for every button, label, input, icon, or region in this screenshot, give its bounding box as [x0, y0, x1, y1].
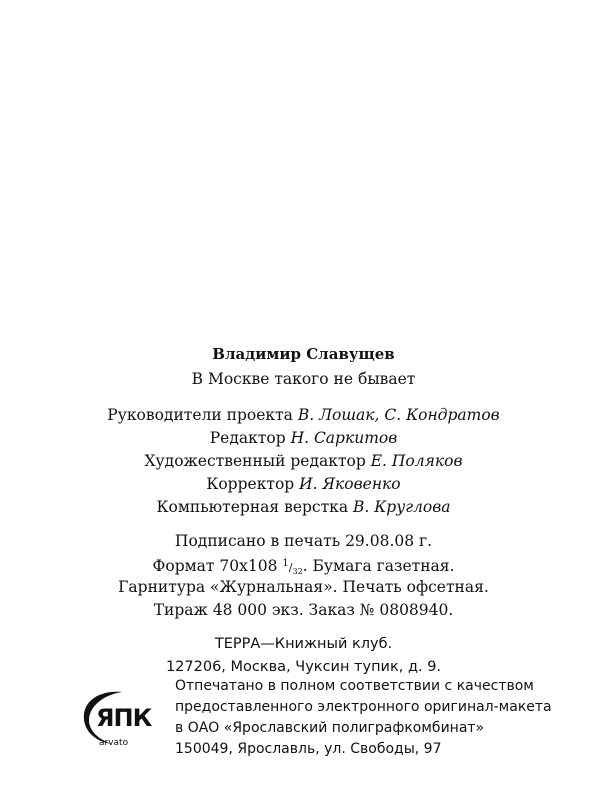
signed-date: Подписано в печать 29.08.08 г. — [174, 532, 433, 550]
credit-editor — [0, 428, 607, 448]
publisher-address: 127206, Москва, Чуксин тупик, д. 9. — [165, 659, 442, 675]
credit-role: Корректор — [206, 475, 295, 493]
credit-names: Н. Саркитов — [290, 429, 398, 447]
credit-role: Художественный редактор — [144, 452, 366, 470]
printer-line: Отпечатано в полном соответствии с качеством — [175, 678, 534, 694]
publisher-name: ТЕРРА—Книжный клуб. — [214, 636, 393, 652]
format-prefix: Формат 70x108 — [152, 557, 278, 575]
credit-role: Редактор — [209, 429, 286, 447]
credit-art-editor — [0, 451, 607, 471]
printer-line: 150049, Ярославль, ул. Свободы, 97 — [175, 741, 442, 757]
fraction-denominator: 32 — [292, 567, 303, 576]
format-suffix: . Бумага газетная. — [302, 557, 455, 575]
logo-text: ЯПК — [96, 704, 152, 732]
credit-names: И. Яковенко — [299, 475, 401, 493]
fraction-numerator: 1 — [282, 558, 289, 569]
credit-names: В. Круглова — [353, 498, 451, 516]
book-title: В Москве такого не бывает — [191, 370, 416, 388]
printer-info — [175, 676, 552, 760]
credit-proofreader — [0, 474, 607, 494]
credit-role: Руководители проекта — [107, 406, 293, 424]
printer-line: предоставленного электронного оригинал-макета — [175, 699, 552, 715]
credit-layout — [0, 497, 607, 517]
credit-names: В. Лошак, С. Кондратов — [297, 406, 500, 424]
format-fraction: $^1/_{32}$ — [282, 558, 303, 576]
credit-role: Компьютерная верстка — [156, 498, 349, 516]
credit-names: Е. Поляков — [370, 452, 463, 470]
credit-project-leads — [0, 405, 607, 425]
printer-line: в ОАО «Ярославский полиграфкомбинат» — [175, 720, 485, 736]
author-name: Владимир Славущев — [212, 345, 395, 363]
print-run-line: Тираж 48 000 экз. Заказ № 0808940. — [153, 601, 454, 619]
printer-logo — [78, 686, 166, 756]
logo-subtext: arvato — [99, 738, 129, 748]
typeface-line: Гарнитура «Журнальная». Печать офсетная. — [118, 578, 489, 596]
